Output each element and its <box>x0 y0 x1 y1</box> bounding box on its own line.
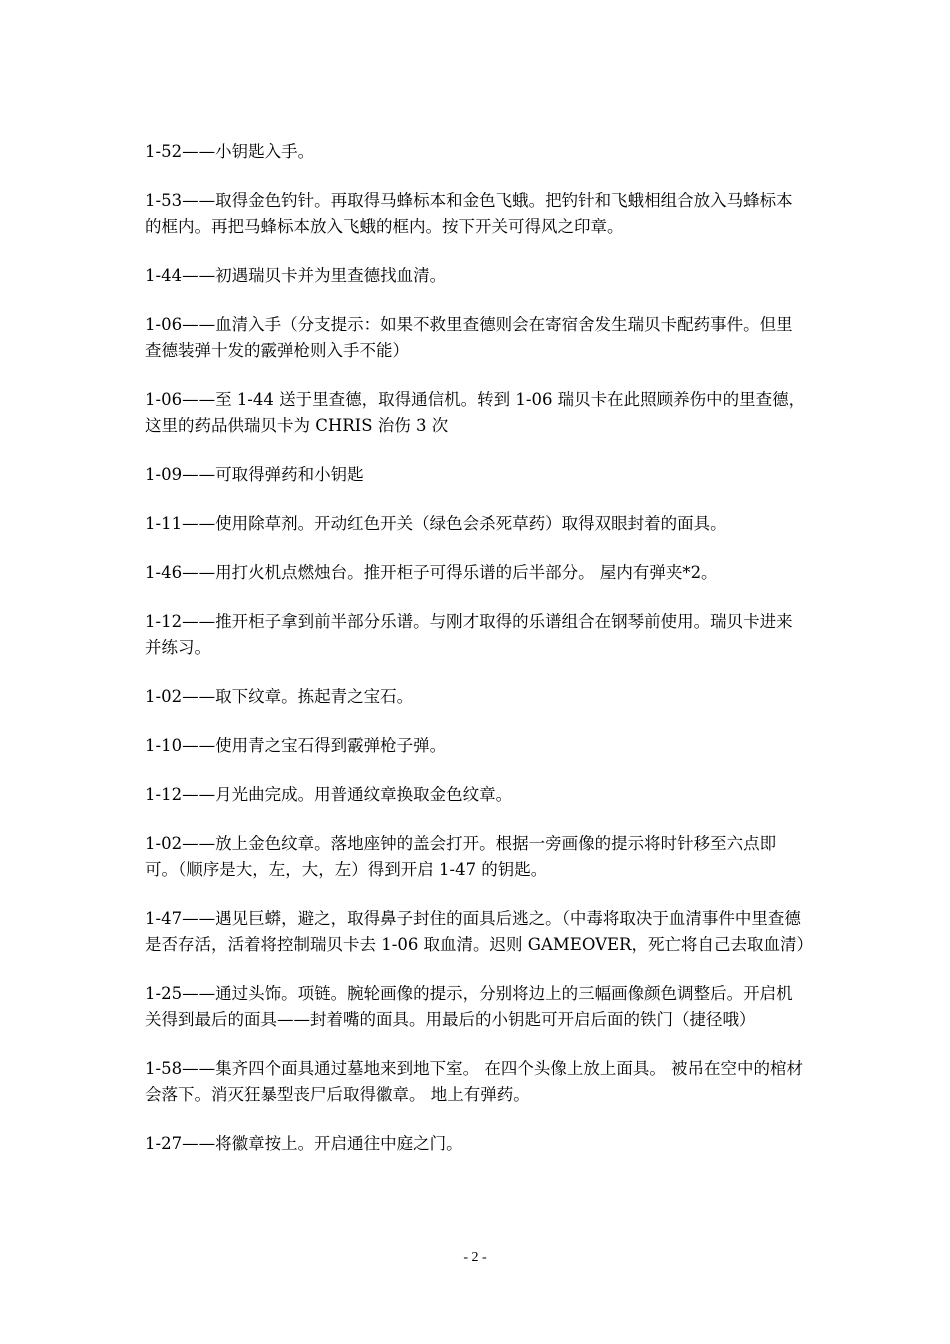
paragraph-1-02-emblem: 1-02——取下纹章。拣起青之宝石。 <box>145 687 414 706</box>
paragraph-1-27: 1-27——将徽章按上。开启通往中庭之门。 <box>145 1134 463 1153</box>
paragraph-1-06-radio: 1-06——至 1-44 送于里查德，取得通信机。转到 1-06 瑞贝卡在此照顾养伤中的里查德，这里的药品供瑞贝卡为 CHRIS 治伤 3 次 <box>145 390 806 435</box>
document-body <box>145 139 813 1180</box>
paragraph-1-11: 1-11——使用除草剂。开动红色开关（绿色会杀死草药）取得双眼封着的面具。 <box>145 514 727 533</box>
paragraph-1-12-score: 1-12——推开柜子拿到前半部分乐谱。与刚才取得的乐谱组合在钢琴前使用。瑞贝卡进来并练习。 <box>145 612 793 657</box>
paragraph-1-58: 1-58——集齐四个面具通过墓地来到地下室。 在四个头像上放上面具。 被吊在空中的棺材会落下。消灭狂暴型丧尸后取得徽章。 地上有弹药。 <box>145 1059 804 1104</box>
paragraph-1-10: 1-10——使用青之宝石得到霰弹枪子弹。 <box>145 736 447 755</box>
paragraph-1-25: 1-25——通过头饰。项链。腕轮画像的提示，分别将边上的三幅画像颜色调整后。开启机关得到最后的面具——封着嘴的面具。用最后的小钥匙可开启后面的铁门（捷径哦） <box>145 984 793 1029</box>
paragraph-1-47: 1-47——遇见巨蟒，避之，取得鼻子封住的面具后逃之。（中毒将取决于血清事件中里查德是否存活，活着将控制瑞贝卡去 1-06 取血清。迟则 GAMEOVER，死亡将自己去取血清） <box>145 909 813 954</box>
paragraph-1-06-serum: 1-06——血清入手（分支提示：如果不救里查德则会在寄宿舍发生瑞贝卡配药事件。但里查德装弹十发的霰弹枪则入手不能） <box>145 315 793 360</box>
paragraph-1-09: 1-09——可取得弹药和小钥匙 <box>145 465 364 484</box>
paragraph-1-12-moonlight: 1-12——月光曲完成。用普通纹章换取金色纹章。 <box>145 785 513 804</box>
paragraph-1-53: 1-53——取得金色钓针。再取得马蜂标本和金色飞蛾。把钓针和飞蛾相组合放入马蜂标本的框内。再把马蜂标本放入飞蛾的框内。按下开关可得风之印章。 <box>145 191 793 236</box>
paragraph-1-52: 1-52——小钥匙入手。 <box>145 142 315 161</box>
paragraph-1-44: 1-44——初遇瑞贝卡并为里查德找血清。 <box>145 266 447 285</box>
page-number: - 2 - <box>463 1250 487 1265</box>
paragraph-1-02-clock: 1-02——放上金色纹章。落地座钟的盖会打开。根据一旁画像的提示将时针移至六点即可。（顺序是大，左，大，左）得到开启 1-47 的钥匙。 <box>145 834 777 879</box>
paragraph-1-46: 1-46——用打火机点燃烛台。推开柜子可得乐谱的后半部分。 屋内有弹夹*2。 <box>145 563 718 582</box>
